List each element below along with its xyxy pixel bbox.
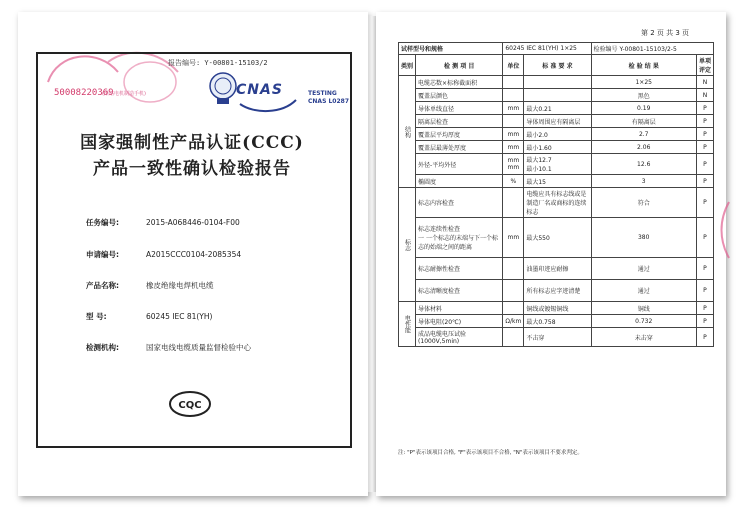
field-label: 申请编号: <box>86 250 119 259</box>
unit-cell: % <box>503 175 524 188</box>
test-item: 覆盖层最薄处厚度 <box>416 141 503 154</box>
result-cell: 2.06 <box>591 141 696 154</box>
col-header-result: 检 验 结 果 <box>591 55 696 76</box>
test-item: 成品电缆电压试验 (1000V,5min) <box>416 328 503 347</box>
unit-cell: mm <box>503 141 524 154</box>
table-row <box>399 102 714 115</box>
test-item: 电缆芯数×标称截面积 <box>416 76 503 89</box>
report-title-line2: 产品一致性确认检验报告 <box>93 159 291 179</box>
field-value: 60245 IEC 81(YH) <box>146 312 213 321</box>
verdict-cell: P <box>696 175 713 188</box>
verdict-cell: P <box>696 218 713 258</box>
col-header-item: 检 测 项 目 <box>416 55 503 76</box>
verdict-cell: N <box>696 89 713 102</box>
table-row <box>399 280 714 302</box>
table-row <box>399 218 714 258</box>
unit-cell <box>503 258 524 280</box>
field-product-name <box>86 280 214 291</box>
result-cell: 黑色 <box>591 89 696 102</box>
requirement-cell: 最大550 <box>524 218 591 258</box>
field-label: 型 号: <box>86 312 107 321</box>
field-value: 2015-A068446-0104-F00 <box>146 218 240 227</box>
cover-page <box>18 12 368 496</box>
test-item: 标志耐擦性检查 <box>416 258 503 280</box>
page-number: 第 2 页 共 3 页 <box>641 29 690 37</box>
test-item: 标志内容检查 <box>416 188 503 218</box>
verdict-cell: P <box>696 154 713 175</box>
result-cell: 0.732 <box>591 315 696 328</box>
result-cell: 2.7 <box>591 128 696 141</box>
requirement-cell <box>524 89 591 102</box>
test-item: 隔离层检查 <box>416 115 503 128</box>
requirement-cell: 最大12.7 最小10.1 <box>524 154 591 175</box>
field-label: 检测机构: <box>86 343 119 352</box>
result-cell: 通过 <box>591 258 696 280</box>
table-row <box>399 175 714 188</box>
table-row <box>399 315 714 328</box>
results-page <box>376 12 726 496</box>
requirement-cell <box>524 76 591 89</box>
unit-cell: mm <box>503 218 524 258</box>
col-header-category: 类别 <box>399 55 416 76</box>
unit-cell: Ω/km <box>503 315 524 328</box>
result-cell: 380 <box>591 218 696 258</box>
red-seal-caption: (沿站电机制造手机) <box>102 91 146 97</box>
section-label: 电性能 <box>399 302 416 347</box>
table-row <box>399 76 714 89</box>
field-label: 产品名称: <box>86 281 119 290</box>
model-value: 60245 IEC 81(YH) 1×25 <box>503 43 591 55</box>
field-value: 橡皮绝缘电焊机电缆 <box>146 281 214 290</box>
test-item: 标志清晰度检查 <box>416 280 503 302</box>
table-row <box>399 89 714 102</box>
test-item: 标志连续性检查 一 一个标志的末端与下一个标志的始端之间的距离 <box>416 218 503 258</box>
cqc-logo-icon <box>168 390 212 418</box>
result-cell: 未击穿 <box>591 328 696 347</box>
col-header-verdict: 单项评定 <box>696 55 713 76</box>
requirement-cell: 最大0.21 <box>524 102 591 115</box>
table-row <box>399 302 714 315</box>
unit-cell <box>503 89 524 102</box>
section-label: 结构 <box>399 76 416 188</box>
section-label: 标志 <box>399 188 416 302</box>
red-serial-number: 50008220369 <box>54 88 114 98</box>
field-testing-agency <box>86 342 251 353</box>
result-cell: 12.6 <box>591 154 696 175</box>
result-cell: 有隔离层 <box>591 115 696 128</box>
unit-cell <box>503 328 524 347</box>
verdict-cell: P <box>696 328 713 347</box>
requirement-cell: 最小1.60 <box>524 141 591 154</box>
verdict-cell: P <box>696 315 713 328</box>
field-task-number <box>86 217 240 228</box>
verdict-cell: P <box>696 302 713 315</box>
test-item: 导体材料 <box>416 302 503 315</box>
table-meta-row <box>399 43 714 55</box>
unit-cell: mm <box>503 128 524 141</box>
book-gutter <box>368 16 376 492</box>
unit-cell <box>503 188 524 218</box>
footnote: 注: "P"表示该项目合格, "F"表示该项目不合格, "N"表示该项目不要求判定。 <box>398 450 583 456</box>
test-item: 导体电阻(20℃) <box>416 315 503 328</box>
field-application-number <box>86 249 241 260</box>
requirement-cell: 导体周围应有隔离层 <box>524 115 591 128</box>
requirement-cell: 油墨印迹应耐擦 <box>524 258 591 280</box>
table-row <box>399 141 714 154</box>
unit-cell: mm mm <box>503 154 524 175</box>
table-row <box>399 128 714 141</box>
test-item: 覆盖层平均厚度 <box>416 128 503 141</box>
field-value: 国家电线电缆质量监督检验中心 <box>146 343 251 352</box>
unit-cell <box>503 115 524 128</box>
unit-cell <box>503 76 524 89</box>
cnas-logo-name: CNAS <box>236 82 283 98</box>
unit-cell <box>503 280 524 302</box>
requirement-cell: 所有标志应字迹清楚 <box>524 280 591 302</box>
field-value: A2015CCC0104-2085354 <box>146 250 242 259</box>
verdict-cell: P <box>696 102 713 115</box>
table-row <box>399 115 714 128</box>
result-cell: 3 <box>591 175 696 188</box>
result-cell: 0.19 <box>591 102 696 115</box>
column-header-row <box>399 55 714 76</box>
cqc-logo-text: CQC <box>178 400 202 411</box>
requirement-cell: 铜线或镀锡铜线 <box>524 302 591 315</box>
verdict-cell: P <box>696 258 713 280</box>
result-cell: 1×25 <box>591 76 696 89</box>
verdict-cell: N <box>696 76 713 89</box>
verdict-cell: P <box>696 188 713 218</box>
unit-cell: mm <box>503 102 524 115</box>
cnas-code: CNAS L0287 <box>308 98 350 105</box>
unit-cell <box>503 302 524 315</box>
requirement-cell: 最大15 <box>524 175 591 188</box>
test-item: 覆盖层颜色 <box>416 89 503 102</box>
test-item: 外径-平均外径 <box>416 154 503 175</box>
test-item: 椭圆度 <box>416 175 503 188</box>
verdict-cell: P <box>696 128 713 141</box>
model-label: 试样型号和规格 <box>399 43 503 55</box>
red-seam-stamp <box>717 200 731 260</box>
report-value: Y-00801-15103/2-5 <box>619 46 677 53</box>
table-row <box>399 328 714 347</box>
document-spread <box>14 12 727 496</box>
verdict-cell: P <box>696 280 713 302</box>
verdict-cell: P <box>696 141 713 154</box>
table-row <box>399 188 714 218</box>
result-cell: 符合 <box>591 188 696 218</box>
verdict-cell: P <box>696 115 713 128</box>
report-number: 报告编号: Y-00801-15103/2 <box>168 59 268 67</box>
col-header-requirement: 标 准 要 求 <box>524 55 591 76</box>
requirement-cell: 最小2.0 <box>524 128 591 141</box>
report-label: 检验编号 <box>593 46 618 53</box>
result-cell: 通过 <box>591 280 696 302</box>
test-item: 导体单线直径 <box>416 102 503 115</box>
report-title-line1: 国家强制性产品认证(CCC) <box>80 133 304 153</box>
requirement-cell: 最大0.758 <box>524 315 591 328</box>
field-label: 任务编号: <box>86 218 119 227</box>
cnas-testing-label: TESTING <box>308 90 337 97</box>
requirement-cell: 不击穿 <box>524 328 591 347</box>
col-header-unit: 单位 <box>503 55 524 76</box>
result-cell: 铜线 <box>591 302 696 315</box>
table-row <box>399 258 714 280</box>
table-row <box>399 154 714 175</box>
field-model <box>86 311 212 322</box>
results-table <box>398 42 714 347</box>
report-value-cell <box>591 43 713 55</box>
requirement-cell: 电缆应具有标志线或是制造厂名或商标的连续标志 <box>524 188 591 218</box>
